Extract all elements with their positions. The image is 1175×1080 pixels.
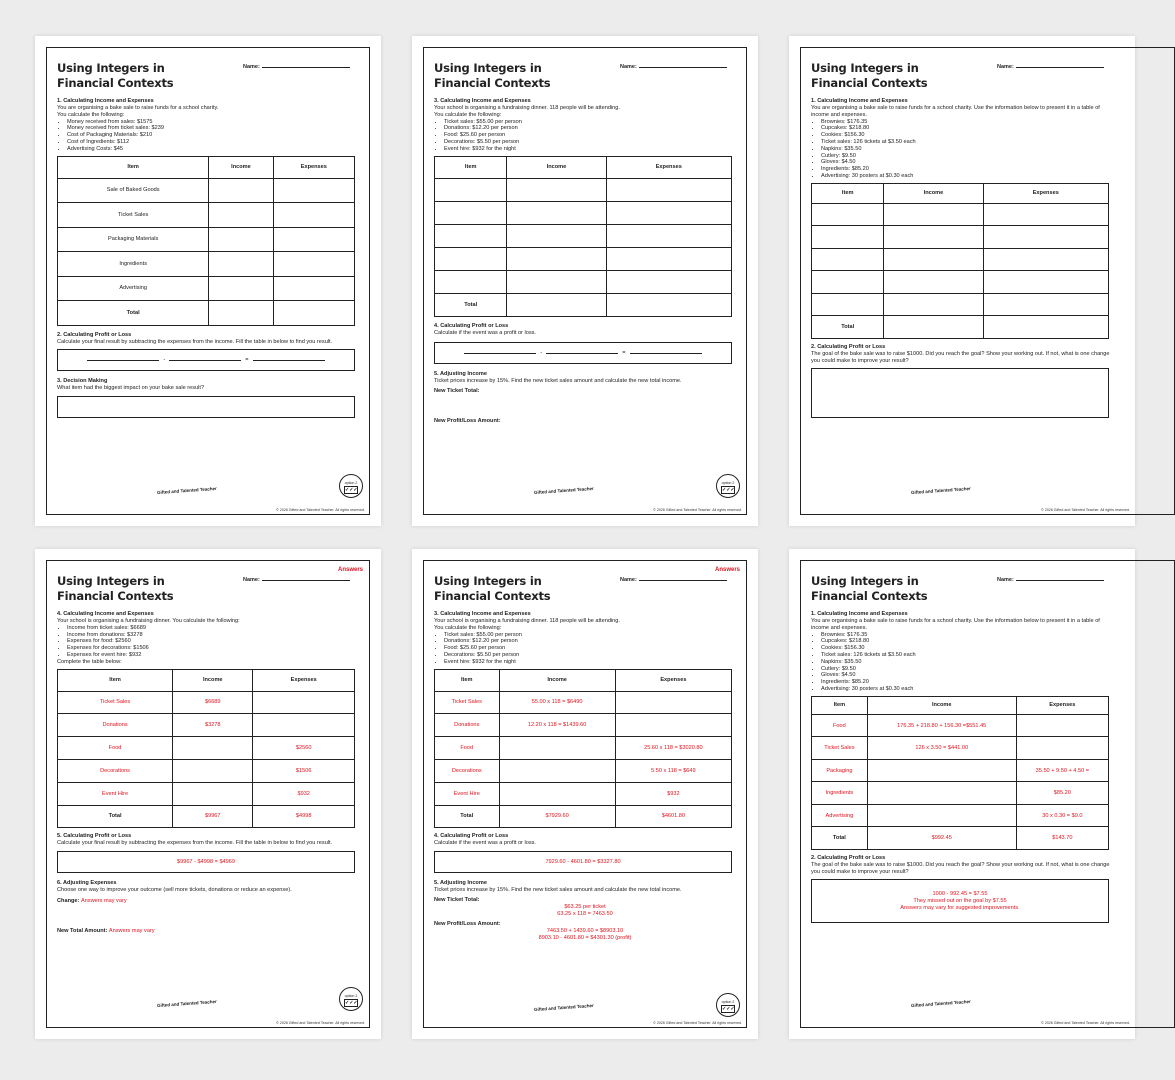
name-field: Name: bbox=[997, 64, 1104, 70]
answer-box[interactable] bbox=[57, 396, 355, 418]
text: Calculate your final result by subtracting the expenses from the income. Fill the table in below to find you result. bbox=[57, 338, 333, 345]
copyright: © 2026 Gifted and Talented Teacher. All rights reserved. bbox=[1041, 1021, 1130, 1025]
section-title: 4. Calculating Profit or Loss bbox=[434, 833, 509, 840]
copyright: © 2026 Gifted and Talented Teacher. All rights reserved. bbox=[1041, 508, 1130, 512]
text: You calculate the following: bbox=[434, 624, 502, 631]
answers-label: Answers bbox=[714, 567, 740, 573]
section-title: 2. Calculating Profit or Loss bbox=[811, 343, 886, 350]
text: Ticket prices increase by 15%. Find the new ticket sales amount and calculate the new total income. bbox=[434, 887, 682, 894]
option-badge: option 2 ✓✓✓ bbox=[716, 474, 740, 498]
worksheet-page-1 bbox=[35, 36, 381, 526]
page-title: Using Integers in Financial Contexts bbox=[57, 61, 174, 90]
bullet-list: • Brownies: $176.35 • Cupcakes: $218.80 • Cookies: $156.30 • Ticket sales: 126 tickets at $3.50 each • Napkins: $35.50 • Cutlery: $9.50 • Gloves: $4.50 • Ingredients: $85.20 • Advertising: 30 posters at $0.30 each bbox=[821, 632, 1164, 693]
section-title: 3. Calculating Income and Expenses bbox=[434, 98, 531, 104]
text: Your school is organising a fundraising dinner. You calculate the following: bbox=[57, 618, 240, 624]
copyright: © 2026 Gifted and Talented Teacher. All rights reserved. bbox=[276, 1021, 365, 1025]
new-ticket-label: New Ticket Total: bbox=[434, 388, 480, 395]
new-ticket-label: New Ticket Total: bbox=[434, 896, 480, 903]
name-field: Name: bbox=[620, 577, 727, 583]
worksheet-page-3 bbox=[789, 36, 1135, 526]
section-title: 2. Calculating Profit or Loss bbox=[811, 854, 886, 861]
income-expense-table: Item Income Expenses Food 176.35 + 218.80 + 156.30 =$551.45 Ticket Sales 126 x 3.50 = $441.00 Packaging 35.50 + 9.50 + 4.50 = Ingredients $85.20 Advertising 30 x 0.30 = $9.0 Total $992.45 $143.70 bbox=[811, 696, 1109, 850]
name-field: Name: bbox=[620, 64, 727, 70]
text: You calculate the following: bbox=[57, 111, 125, 118]
text: Your school is organising a fundraising dinner. 118 people will be attending. bbox=[434, 105, 620, 111]
text: The goal of the bake sale was to raise $1000. Did you reach the goal? Show your working out. If not, what is one change you could make to improve your result? bbox=[811, 861, 1110, 875]
text: Complete the table below: bbox=[57, 658, 122, 665]
answer-text: 63.25 x 118 = 7463.50 bbox=[557, 910, 613, 917]
income-expense-table: Item Income Expenses Ticket Sales 55.00 x 118 = $6490 Donations 12.20 x 118 = $1439.60 Food 25.60 x 118 = $3020.80 Decorations 5.50 x 118 = $649 Event Hire $932 Total $7929.60 $4601.80 bbox=[434, 669, 732, 829]
name-field: Name: bbox=[997, 577, 1104, 583]
text: You are organising a bake sale to raise funds for a school charity. bbox=[57, 105, 219, 111]
page-title: Using Integers in Financial Contexts bbox=[811, 574, 928, 603]
logo: Gifted and Talented Teacher bbox=[910, 998, 971, 1009]
text: You are organising a bake sale to raise funds for a school charity. Use the information below to present it in a table of income and expenses. bbox=[811, 618, 1100, 631]
text: Calculate if the event was a profit or loss. bbox=[434, 329, 536, 336]
bullet-list: • Income from ticket sales: $6689 • Income from donations: $3278 • Expenses for food: $2560 • Expenses for decorations: $1506 • Expenses for event hire: $932 bbox=[67, 625, 359, 659]
text: Your school is organising a fundraising dinner. 118 people will be attending. bbox=[434, 618, 620, 624]
answer-box[interactable]: - = bbox=[434, 342, 732, 364]
income-expense-table: Item Income Expenses Ticket Sales $6689 Donations $3278 Food $2560 Decorations $1506 Event Hire $932 Total $9967 $4998 bbox=[57, 669, 355, 829]
text: Calculate if the event was a profit or loss. bbox=[434, 840, 536, 847]
name-field: Name: bbox=[243, 64, 350, 70]
answer-text: $63.25 per ticket bbox=[564, 903, 606, 910]
worksheet-page-6-answers bbox=[789, 549, 1135, 1039]
income-expense-table: Item Income Expenses Total bbox=[434, 156, 732, 317]
page-title: Using Integers in Financial Contexts bbox=[434, 574, 551, 603]
answer-box: 7929.60 - 4601.80 = $3327.80 bbox=[434, 851, 732, 873]
text: Choose one way to improve your outcome (sell more tickets, donations or reduce an expense). bbox=[57, 887, 292, 894]
logo: Gifted and Talented Teacher bbox=[533, 485, 594, 496]
answer-box: $9967 - $4998 = $4969 bbox=[57, 851, 355, 873]
option-badge: option 2 ✓✓✓ bbox=[339, 987, 363, 1011]
text: You calculate the following: bbox=[434, 111, 502, 118]
bullet-list: • Ticket sales: $55.00 per person • Donations: $12.20 per person • Food: $25.60 per person • Decorations: $5.50 per person • Event hire: $932 for the night bbox=[444, 632, 736, 666]
section-title: 5. Adjusting Income bbox=[434, 880, 487, 887]
section-title: 6. Adjusting Expenses bbox=[57, 880, 117, 887]
logo: Gifted and Talented Teacher bbox=[156, 998, 217, 1009]
new-profit-label: New Profit/Loss Amount: bbox=[434, 920, 501, 927]
change-answer: Answers may vary bbox=[80, 897, 127, 904]
page-title: Using Integers in Financial Contexts bbox=[57, 574, 174, 603]
logo: Gifted and Talented Teacher bbox=[533, 1002, 594, 1013]
section-title: 1. Calculating Income and Expenses bbox=[811, 611, 908, 617]
section-title: 3. Decision Making bbox=[57, 378, 108, 385]
option-badge: option 2 ✓✓✓ bbox=[716, 993, 740, 1017]
bullet-list: • Ticket sales: $55.00 per person • Donations: $12.20 per person • Food: $25.60 per person • Decorations: $5.50 per person • Event hire: $932 for the night bbox=[444, 119, 736, 153]
new-profit-label: New Profit/Loss Amount: bbox=[434, 418, 501, 425]
option-badge: option 2 ✓✓✓ bbox=[339, 474, 363, 498]
answer-text: 7463.50 + 1439.60 = $8903.10 bbox=[546, 927, 624, 934]
bullet-list: • Brownies: $176.35 • Cupcakes: $218.80 • Cookies: $156.30 • Ticket sales: 126 tickets at $3.50 each • Napkins: $35.50 • Cutlery: $9.50 • Gloves: $4.50 • Ingredients: $85.20 • Advertising: 30 posters at $0.30 each bbox=[821, 119, 1164, 180]
text: You are organising a bake sale to raise funds for a school charity. Use the information below to present it in a table of income and expenses. bbox=[811, 105, 1100, 118]
change-label: Change: bbox=[57, 897, 80, 904]
bullet-list: • Money received from sales: $1575 • Money received from ticket sales: $239 • Cost of Packaging Materials: $210 • Cost of Ingredients: $112 • Advertising Costs: $45 bbox=[67, 119, 359, 153]
section-title: 3. Calculating Income and Expenses bbox=[434, 611, 531, 617]
logo: Gifted and Talented Teacher bbox=[156, 485, 217, 496]
section-title: 2. Calculating Profit or Loss bbox=[57, 331, 132, 338]
income-expense-table: Item Income Expenses Sale of Baked Goods Ticket Sales Packaging Materials Ingredients Advertising Total bbox=[57, 156, 355, 326]
copyright: © 2026 Gifted and Talented Teacher. All rights reserved. bbox=[653, 1021, 742, 1025]
worksheet-page-4-answers bbox=[35, 549, 381, 1039]
logo: Gifted and Talented Teacher bbox=[910, 485, 971, 496]
text: Ticket prices increase by 15%. Find the new ticket sales amount and calculate the new total income. bbox=[434, 378, 682, 385]
section-title: 5. Adjusting Income bbox=[434, 371, 487, 378]
text: The goal of the bake sale was to raise $1000. Did you reach the goal? Show your working out. If not, what is one change you could make to improve your result? bbox=[811, 350, 1110, 364]
text: What item had the biggest impact on your bake sale result? bbox=[57, 385, 205, 392]
answer-text: 8903.10 - 4601.80 = $4301.30 (profit) bbox=[538, 934, 632, 941]
copyright: © 2026 Gifted and Talented Teacher. All rights reserved. bbox=[276, 508, 365, 512]
section-title: 4. Calculating Income and Expenses bbox=[57, 611, 154, 617]
section-title: 1. Calculating Income and Expenses bbox=[811, 98, 908, 104]
answer-box[interactable]: - = bbox=[57, 349, 355, 371]
section-title: 1. Calculating Income and Expenses bbox=[57, 98, 154, 104]
new-total-label: New Total Amount: bbox=[57, 927, 108, 934]
answers-label: Answers bbox=[337, 567, 363, 573]
section-title: 4. Calculating Profit or Loss bbox=[434, 322, 509, 329]
section-title: 5. Calculating Profit or Loss bbox=[57, 833, 132, 840]
page-title: Using Integers in Financial Contexts bbox=[434, 61, 551, 90]
worksheet-page-2 bbox=[412, 36, 758, 526]
worksheet-page-5-answers bbox=[412, 549, 758, 1039]
copyright: © 2026 Gifted and Talented Teacher. All rights reserved. bbox=[653, 508, 742, 512]
page-title: Using Integers in Financial Contexts bbox=[811, 61, 928, 90]
text: Calculate your final result by subtracting the expenses from the income. Fill the table in below to find you result. bbox=[57, 840, 333, 847]
new-total-answer: Answers may vary bbox=[108, 927, 155, 934]
answer-box[interactable] bbox=[811, 368, 1109, 418]
income-expense-table: Item Income Expenses Total bbox=[811, 183, 1109, 339]
answer-box: 1000 - 992.45 = $7.55 They missed out on the goal by $7.55 Answers may vary for suggested improvements. bbox=[811, 879, 1109, 923]
name-field: Name: bbox=[243, 577, 350, 583]
